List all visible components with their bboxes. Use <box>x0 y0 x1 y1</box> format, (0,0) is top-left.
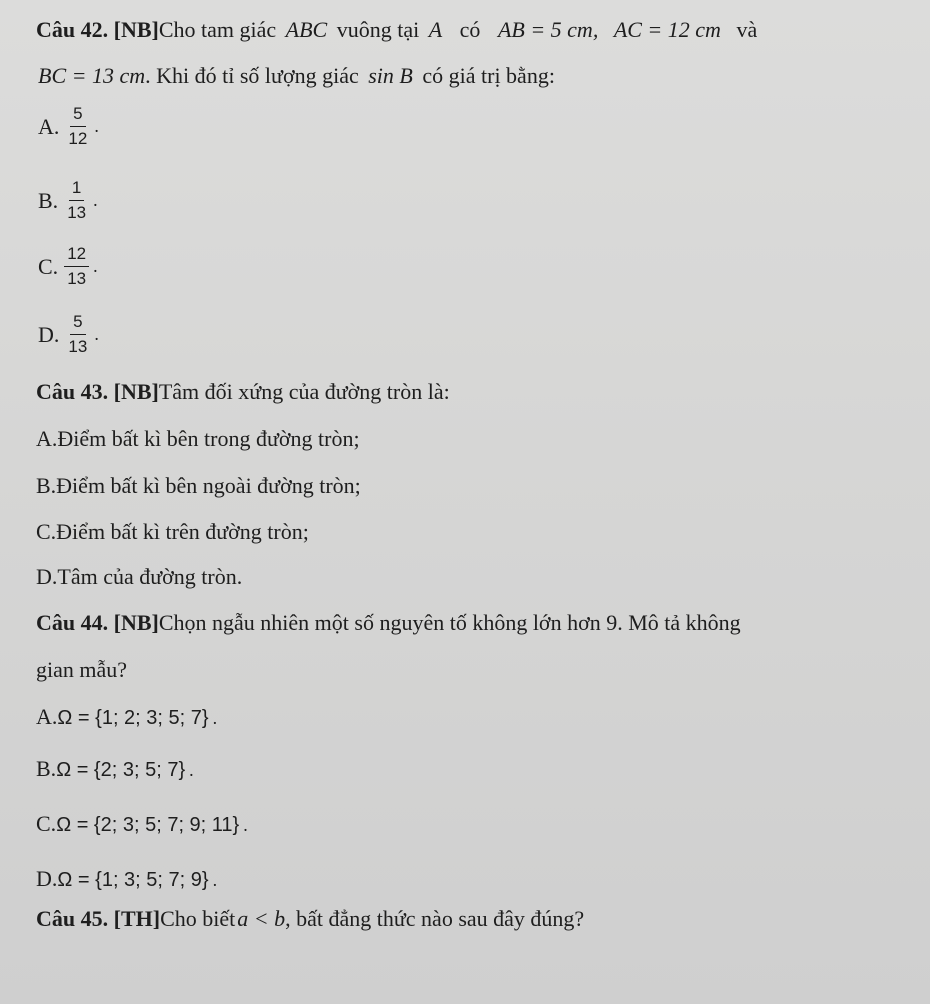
option-set: Ω = {2; 3; 5; 7; 9; 11} <box>56 814 240 836</box>
question-42-option-a <box>38 104 99 149</box>
fraction-numerator: 5 <box>70 312 85 335</box>
question-43-option-c: C.Điểm bất kì trên đường tròn; <box>36 519 309 544</box>
fraction-denominator: 13 <box>67 203 87 222</box>
option-set: Ω = {2; 3; 5; 7} <box>56 759 186 781</box>
fraction-numerator: 1 <box>69 178 84 201</box>
question-44-line-2: gian mẫu? <box>36 657 128 682</box>
question-42-option-d <box>38 312 99 357</box>
option-letter: C. <box>38 253 59 279</box>
option-letter: B. <box>36 756 57 781</box>
option-letter: D. <box>36 866 58 891</box>
option-end-dot: . <box>212 708 218 728</box>
option-set: Ω = {1; 2; 3; 5; 7} <box>57 707 209 729</box>
fraction-denominator: 13 <box>68 337 88 356</box>
question-44-option-b <box>36 755 194 784</box>
question-43-level: [NB] <box>113 379 159 404</box>
question-42-label: Câu 42. <box>36 17 109 42</box>
option-end-dot: . <box>212 870 218 890</box>
question-45-level: [TH] <box>113 906 161 931</box>
question-43-option-b: B.Điểm bất kì bên ngoài đường tròn; <box>36 473 361 498</box>
option-letter: A. <box>38 113 60 139</box>
question-44-option-c <box>36 810 248 839</box>
question-42-option-c <box>38 244 98 289</box>
option-end-dot: . <box>189 760 194 780</box>
fraction <box>64 178 89 223</box>
question-42-ab: AB = 5 cm, <box>497 17 599 42</box>
question-44-label: Câu 44. <box>36 610 109 635</box>
question-42-vertex: A <box>428 17 443 42</box>
option-end-dot: . <box>94 116 99 136</box>
question-45-text-b: , bất đẳng thức nào sau đây đúng? <box>285 906 585 931</box>
question-45-line-1 <box>36 905 584 933</box>
question-42-text-a: Cho tam giác <box>158 17 277 42</box>
question-43-option-d: D.Tâm của đường tròn. <box>36 564 243 589</box>
question-42-ac: AC = 12 cm <box>613 17 721 42</box>
question-45-label: Câu 45. <box>36 906 109 931</box>
option-end-dot: . <box>94 324 99 344</box>
question-44-option-a <box>36 703 217 732</box>
option-letter: A. <box>36 704 58 729</box>
fraction <box>65 104 90 149</box>
option-set: Ω = {1; 3; 5; 7; 9} <box>57 869 209 891</box>
option-letter: D. <box>38 321 60 347</box>
question-42-text-c: có <box>459 17 481 42</box>
question-42-bc: BC = 13 cm <box>38 63 146 88</box>
option-end-dot: . <box>243 815 248 835</box>
question-45-text-a: Cho biết <box>160 906 236 931</box>
question-43-option-a: A.Điểm bất kì bên trong đường tròn; <box>36 426 360 451</box>
question-42-option-b <box>38 178 98 223</box>
question-42-text-b: vuông tại <box>336 17 420 42</box>
fraction <box>65 312 90 357</box>
question-42-level: [NB] <box>113 17 159 42</box>
question-42-text-f: có giá trị bằng: <box>422 63 555 88</box>
question-44-level: [NB] <box>113 610 159 635</box>
fraction-numerator: 12 <box>64 244 89 267</box>
question-45-inequality: a < b <box>237 906 286 931</box>
question-42-text-e: . Khi đó tỉ số lượng giác <box>145 63 359 88</box>
option-end-dot: . <box>93 190 98 210</box>
question-42-line-2 <box>38 62 555 90</box>
fraction-numerator: 5 <box>70 104 85 127</box>
question-42-triangle: ABC <box>285 17 328 42</box>
question-43-text: Tâm đối xứng của đường tròn là: <box>158 379 450 404</box>
option-letter: C. <box>36 811 57 836</box>
question-44-text-line-1: Chọn ngẫu nhiên một số nguyên tố không lớn hơn 9. Mô tả không <box>158 610 741 635</box>
option-letter: B. <box>38 187 59 213</box>
question-42-sinb: sin B <box>368 63 413 88</box>
question-42-line-1 <box>36 16 757 44</box>
question-43-label: Câu 43. <box>36 379 109 404</box>
question-42-text-d: và <box>736 17 758 42</box>
question-44-line-1 <box>36 609 741 637</box>
fraction <box>64 244 89 289</box>
fraction-denominator: 13 <box>67 269 87 288</box>
option-end-dot: . <box>93 256 98 276</box>
question-43-line-1 <box>36 378 450 406</box>
fraction-denominator: 12 <box>68 129 88 148</box>
question-44-option-d <box>36 865 217 894</box>
